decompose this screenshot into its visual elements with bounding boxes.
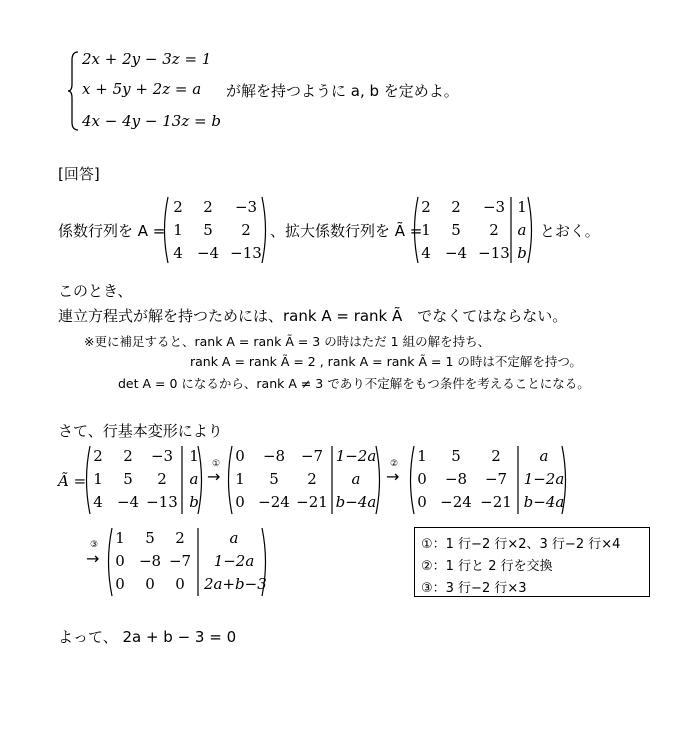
matrix-cell: −8: [262, 447, 286, 465]
matrix-cell: 4: [173, 244, 183, 262]
matrix-cell: 0: [417, 470, 427, 488]
matrix-cell: b: [189, 493, 199, 511]
matrix-cell: 2: [451, 198, 461, 216]
equation-3: 4x − 4y − 13z = b: [82, 112, 221, 130]
matrix-cell: a: [539, 447, 549, 465]
matrix-3: [406, 444, 570, 516]
matrix-cell: 1: [421, 221, 431, 239]
matrix-cell: 2: [203, 198, 213, 216]
coef-matrix: [160, 195, 270, 265]
matrix-4: [104, 526, 270, 598]
operations-box: [414, 527, 650, 597]
matrix-cell: 0: [417, 493, 427, 511]
system-brace: [68, 50, 80, 136]
matrix-cell: −21: [296, 493, 328, 511]
matrix-cell: −13: [478, 244, 510, 262]
matrix-cell: 2: [489, 221, 499, 239]
matrix-1: [82, 444, 206, 516]
matrix-cell: 1: [93, 470, 103, 488]
arrow-1: →: [207, 467, 221, 486]
matrix-cell: 1: [417, 447, 427, 465]
matrix-cell: −3: [150, 447, 174, 465]
coef-intro: 係数行列を A =: [58, 222, 166, 240]
matrix-cell: 0: [115, 575, 125, 593]
matrix-cell: b−4a: [335, 493, 377, 511]
arrow-3: →: [86, 549, 100, 568]
matrix-cell: −7: [300, 447, 324, 465]
matrix-cell: a: [189, 470, 199, 488]
matrix-cell: −7: [168, 552, 192, 570]
matrix-cell: 1: [517, 198, 527, 216]
matrix-cell: 1−2a: [213, 552, 255, 570]
matrix-cell: −3: [482, 198, 506, 216]
step-2-label: ②: [390, 459, 399, 469]
aug-intro: 、拡大係数行列を Ã =: [270, 222, 423, 240]
arrow-2: →: [386, 467, 400, 486]
matrix-cell: 1−2a: [335, 447, 377, 465]
matrix-cell: b: [517, 244, 527, 262]
matrix-cell: 1: [189, 447, 199, 465]
operation-2: ②：1 行と 2 行を交換: [421, 559, 553, 574]
matrix-cell: −13: [146, 493, 178, 511]
matrix-cell: 1: [115, 529, 125, 547]
matrix-cell: −4: [116, 493, 140, 511]
question-text: が解を持つように a, b を定めよ。: [226, 82, 459, 100]
matrix-cell: 5: [269, 470, 279, 488]
matrix-cell: 2a+b−3: [204, 575, 267, 593]
konotoki-text: このとき、: [58, 282, 133, 300]
matrix-cell: a: [229, 529, 239, 547]
matrix-cell: −8: [138, 552, 162, 570]
note-line-3: det A = 0 になるから、rank A ≠ 3 であり不定解をもつ条件を考えることになる。: [118, 376, 590, 391]
matrix-cell: −3: [234, 198, 258, 216]
note-line-1: ※更に補足すると、rank A = rank Ã = 3 の時はただ 1 組の解を持ち、: [84, 334, 491, 349]
matrix-cell: −24: [440, 493, 472, 511]
matrix-cell: 2: [491, 447, 501, 465]
matrix-cell: −4: [196, 244, 220, 262]
aug-outro: とおく。: [540, 222, 600, 240]
matrix-cell: 0: [115, 552, 125, 570]
condition-text: 連立方程式が解を持つためには、rank A = rank Ã でなくてはならない。: [58, 307, 568, 325]
row-ops-intro: さて、行基本変形により: [58, 422, 223, 440]
matrix-cell: b−4a: [523, 493, 565, 511]
matrix-2: [224, 444, 384, 516]
matrix-cell: −13: [230, 244, 262, 262]
matrix-cell: a: [351, 470, 361, 488]
atilde-eq: Ã =: [58, 472, 87, 490]
matrix-cell: −24: [258, 493, 290, 511]
matrix-cell: 5: [145, 529, 155, 547]
note-line-2: rank A = rank Ã = 2 , rank A = rank Ã = 1 の時は不定解を持つ。: [190, 354, 582, 369]
matrix-cell: −21: [480, 493, 512, 511]
matrix-cell: 0: [145, 575, 155, 593]
matrix-cell: 2: [173, 198, 183, 216]
matrix-cell: −7: [484, 470, 508, 488]
matrix-cell: 2: [241, 221, 251, 239]
conclusion-text: よって、 2a + b − 3 = 0: [58, 628, 237, 646]
matrix-cell: 1: [235, 470, 245, 488]
matrix-cell: 2: [307, 470, 317, 488]
matrix-cell: 2: [123, 447, 133, 465]
matrix-cell: 5: [123, 470, 133, 488]
matrix-cell: −8: [444, 470, 468, 488]
step-1-label: ①: [212, 459, 221, 469]
equation-2: x + 5y + 2z = a: [82, 80, 202, 98]
matrix-cell: 0: [235, 447, 245, 465]
matrix-cell: 5: [451, 221, 461, 239]
matrix-cell: 2: [157, 470, 167, 488]
operation-1: ①：1 行−2 行×2、3 行−2 行×4: [421, 537, 621, 552]
matrix-cell: −4: [444, 244, 468, 262]
matrix-cell: 2: [93, 447, 103, 465]
matrix-cell: 5: [451, 447, 461, 465]
matrix-cell: 1: [173, 221, 183, 239]
matrix-cell: 4: [93, 493, 103, 511]
matrix-cell: 5: [203, 221, 213, 239]
answer-heading: [回答]: [58, 165, 100, 183]
matrix-cell: 0: [235, 493, 245, 511]
matrix-cell: 4: [421, 244, 431, 262]
matrix-cell: 2: [421, 198, 431, 216]
step-3-label: ③: [90, 540, 99, 550]
matrix-cell: a: [517, 221, 527, 239]
operation-3: ③：3 行−2 行×3: [421, 581, 527, 596]
matrix-cell: 2: [175, 529, 185, 547]
matrix-cell: 0: [175, 575, 185, 593]
aug-matrix: [410, 195, 536, 265]
equation-1: 2x + 2y − 3z = 1: [82, 50, 212, 68]
matrix-cell: 1−2a: [523, 470, 565, 488]
